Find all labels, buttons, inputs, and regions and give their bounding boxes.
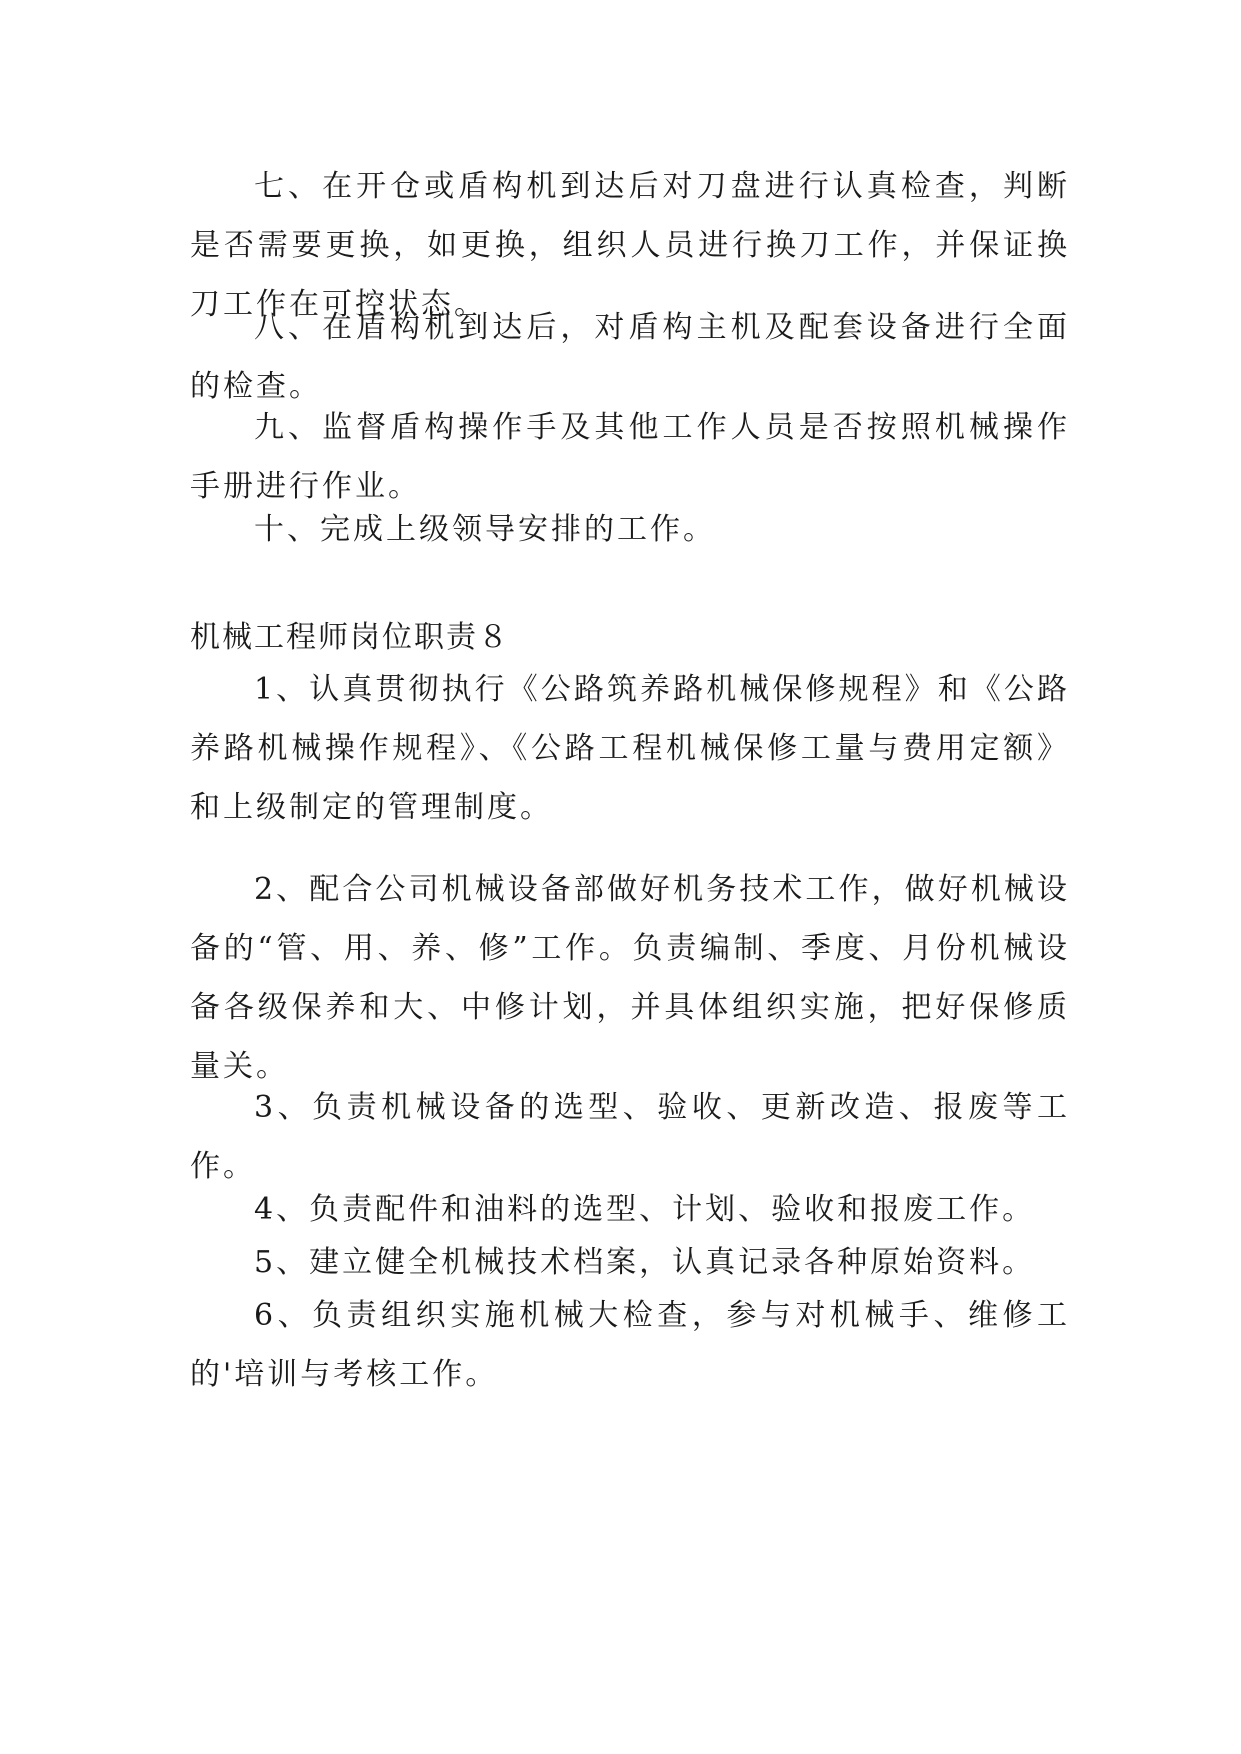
duty-item-6: 6、负责组织实施机械大检查，参与对机械手、维修工的'培训与考核工作。 — [190, 1298, 1070, 1392]
duty-item-1: 1、认真贯彻执行《公路筑养路机械保修规程》和《公路养路机械操作规程》、《公路工程机械保修工量与费用定额》和上级制定的管理制度。 — [190, 672, 1070, 825]
paragraph-item-9: 九、监督盾构操作手及其他工作人员是否按照机械操作手册进行作业。 — [190, 410, 1070, 504]
duty-item-3: 3、负责机械设备的选型、验收、更新改造、报废等工作。 — [190, 1090, 1070, 1184]
paragraph-item-8: 八、在盾构机到达后，对盾构主机及配套设备进行全面的检查。 — [190, 310, 1070, 404]
duty-item-5: 5、建立健全机械技术档案，认真记录各种原始资料。 — [254, 1245, 1036, 1280]
paragraph-item-10: 十、完成上级领导安排的工作。 — [254, 512, 716, 547]
duty-item-2: 2、配合公司机械设备部做好机务技术工作，做好机械设备的“管、用、养、修”工作。负责编制、季度、月份机械设备各级保养和大、中修计划，并具体组织实施，把好保修质量关。 — [190, 872, 1070, 1084]
paragraph-item-7: 七、在开仓或盾构机到达后对刀盘进行认真检查，判断是否需要更换，如更换，组织人员进行换刀工作，并保证换刀工作在可控状态。 — [190, 169, 1070, 322]
duty-item-4: 4、负责配件和油料的选型、计划、验收和报废工作。 — [254, 1192, 1036, 1227]
section-heading: 机械工程师岗位职责８ — [190, 620, 510, 655]
